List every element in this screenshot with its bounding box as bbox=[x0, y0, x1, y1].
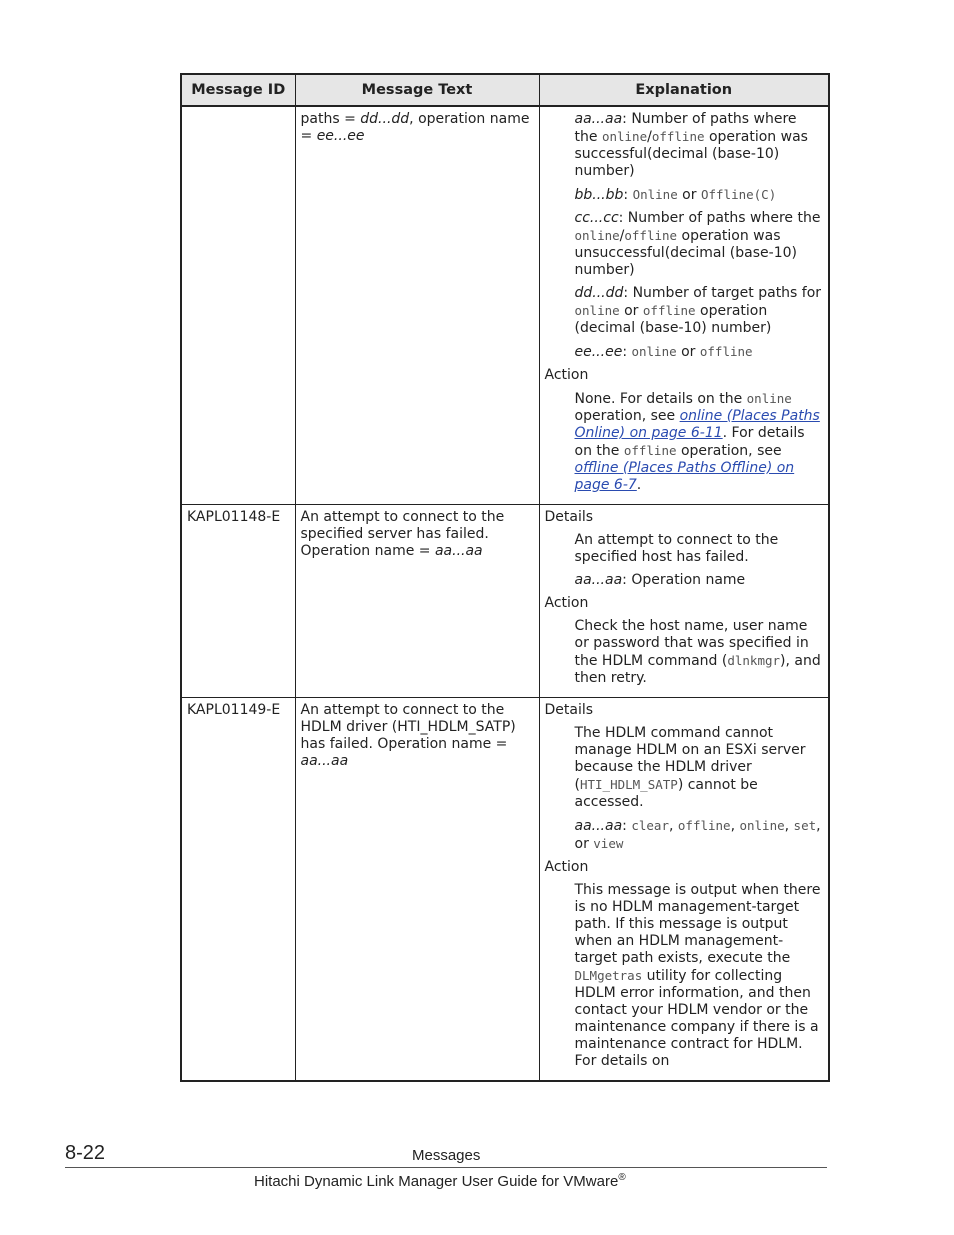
action-paragraph: Check the host name, user name or password that was specified in the HDLM command (dlnkmgr), and then retry. bbox=[574, 618, 821, 686]
explanation-cell bbox=[539, 698, 829, 1082]
message-id-cell: KAPL01148-E bbox=[181, 505, 295, 698]
footer-divider bbox=[65, 1167, 827, 1168]
action-paragraph: This message is output when there is no HDLM management-target path. If this message is output when an HDLM management-target path exists, execute the DLMgetras utility for collecting HDLM error information, and then contact your HDLM vendor or the maintenance company if there is a maintenance contract for HDLM. For details on bbox=[574, 882, 821, 1069]
details-heading: Details bbox=[544, 509, 594, 525]
message-text-cell: An attempt to connect to the specified server has failed. Operation name = aa...aa bbox=[295, 505, 539, 698]
text-part: , operation name = bbox=[300, 111, 530, 144]
explanation-paragraph: aa...aa: Number of paths where the online/offline operation was successful(decimal (base-10) number) bbox=[574, 111, 808, 179]
explanation-paragraph: aa...aa: Operation name bbox=[574, 572, 746, 588]
table-row bbox=[181, 505, 829, 698]
explanation-paragraph: ee...ee: online or offline bbox=[574, 344, 753, 360]
header-message-id: Message ID bbox=[181, 74, 295, 106]
action-heading: Action bbox=[544, 595, 589, 611]
offline-reference-link[interactable]: offline (Places Paths Offline) on page 6-7 bbox=[574, 460, 795, 493]
explanation-paragraph: An attempt to connect to the specified host has failed. bbox=[574, 532, 779, 565]
explanation-paragraph: aa...aa: clear, offline, online, set, or view bbox=[574, 818, 821, 852]
explanation-paragraph: cc...cc: Number of paths where the online/offline operation was unsuccessful(decimal (base-10) number) bbox=[574, 210, 821, 278]
explanation-paragraph: bb...bb: Online or Offline(C) bbox=[574, 187, 777, 203]
table-header-row bbox=[181, 74, 829, 106]
table-row bbox=[181, 106, 829, 505]
book-title: Hitachi Dynamic Link Manager User Guide for VMware® bbox=[254, 1172, 626, 1190]
action-heading: Action bbox=[544, 859, 589, 875]
header-explanation: Explanation bbox=[539, 74, 829, 106]
variable: dd...dd bbox=[360, 111, 410, 127]
online-reference-link[interactable]: online (Places Paths Online) on page 6-11 bbox=[574, 408, 820, 441]
action-paragraph: None. For details on the online operation, see online (Places Paths Online) on page 6-11. For details on the offline operation, see offline (Places Paths Offline) on page 6-7. bbox=[574, 391, 820, 493]
header-message-text: Message Text bbox=[295, 74, 539, 106]
page-number: 8-22 bbox=[65, 1142, 106, 1164]
explanation-paragraph: dd...dd: Number of target paths for online or offline operation (decimal (base-10) number) bbox=[574, 285, 822, 336]
explanation-paragraph: The HDLM command cannot manage HDLM on an ESXi server because the HDLM driver (HTI_HDLM_SATP) cannot be accessed. bbox=[574, 725, 806, 810]
message-id-cell bbox=[181, 106, 295, 505]
message-table bbox=[180, 73, 830, 1082]
section-title: Messages bbox=[412, 1147, 481, 1164]
table-row bbox=[181, 698, 829, 1082]
explanation-cell bbox=[539, 505, 829, 698]
message-text-cell: An attempt to connect to the HDLM driver (HTI_HDLM_SATP) has failed. Operation name = aa...aa bbox=[295, 698, 539, 1082]
text-part: paths = bbox=[300, 111, 361, 127]
explanation-cell bbox=[539, 106, 829, 505]
message-text-cell bbox=[295, 106, 539, 505]
variable: ee...ee bbox=[316, 128, 365, 144]
message-id-cell: KAPL01149-E bbox=[181, 698, 295, 1082]
action-heading: Action bbox=[544, 367, 589, 383]
details-heading: Details bbox=[544, 702, 594, 718]
